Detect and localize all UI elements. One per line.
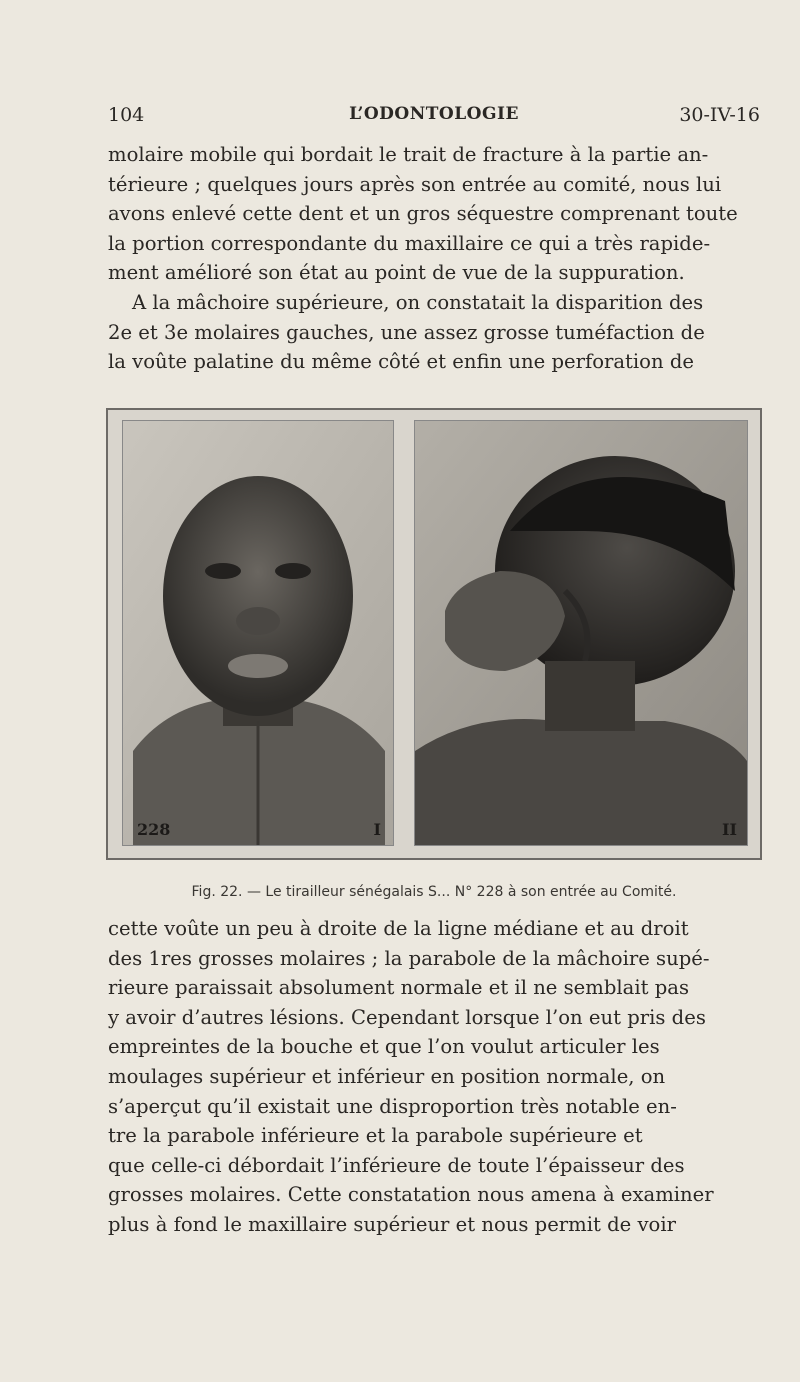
- paragraph-bottom: [108, 914, 766, 1240]
- text-line: molaire mobile qui bordait le trait de fracture à la partie an-: [108, 143, 709, 166]
- text-line-content: A la mâchoire supérieure, on constatait la disparition des: [132, 290, 704, 314]
- figure-caption: Fig. 22. — Le tirailleur sénégalais S... N° 228 à son entrée au Comité.: [191, 884, 677, 900]
- text-line: la voûte palatine du même côté et enfin une perforation de: [108, 350, 694, 374]
- photo-profile-view: [414, 420, 748, 846]
- text-line: moulages supérieur et inférieur en position normale, on: [108, 1064, 666, 1088]
- photo-label-one: I: [373, 820, 381, 839]
- text-line: y avoir d’autres lésions. Cependant lorsque l’on eut pris des: [108, 1005, 706, 1029]
- text-line: tre la parabole inférieure et la parabole supérieure et: [108, 1124, 643, 1148]
- issue-date: 30-IV-16: [679, 104, 760, 126]
- text-line: empreintes de la bouche et que l’on voulut articuler les: [108, 1035, 660, 1059]
- text-line: grosses molaires. Cette constatation nous amena à examiner: [108, 1183, 714, 1207]
- text-line: que celle-ci débordait l’inférieure de toute l’épaisseur des: [108, 1153, 685, 1177]
- photo-case-number: 228: [137, 820, 171, 839]
- text-line: térieure ; quelques jours après son entrée au comité, nous lui: [108, 172, 722, 196]
- text-line: ment amélioré son état au point de vue de la suppuration.: [108, 261, 685, 285]
- text-line: des 1res grosses molaires ; la parabole de la mâchoire supé-: [108, 946, 710, 970]
- text-line: s’aperçut qu’il existait une disproportion très notable en-: [108, 1094, 677, 1118]
- text-line: [108, 288, 766, 318]
- text-line: la portion correspondante du maxillaire ce qui a très rapide-: [108, 231, 711, 255]
- paragraph-top: [108, 140, 766, 377]
- page-header: [108, 104, 760, 134]
- text-line: cette voûte un peu à droite de la ligne médiane et au droit: [108, 917, 689, 940]
- text-line: 2e et 3e molaires gauches, une assez grosse tuméfaction de: [108, 320, 705, 344]
- profile-portrait-image: [415, 421, 747, 845]
- text-line: plus à fond le maxillaire supérieur et nous permit de voir: [108, 1212, 676, 1236]
- photo-label-two: II: [722, 820, 737, 839]
- text-line: rieure paraissait absolument normale et il ne semblait pas: [108, 976, 690, 1000]
- page-number: 104: [108, 104, 145, 126]
- text-line: avons enlevé cette dent et un gros séquestre comprenant toute: [108, 202, 738, 226]
- figure-photographs: [106, 408, 762, 860]
- running-title: L’ODONTOLOGIE: [349, 104, 519, 124]
- front-portrait-image: [123, 421, 393, 845]
- photo-front-view: [122, 420, 394, 846]
